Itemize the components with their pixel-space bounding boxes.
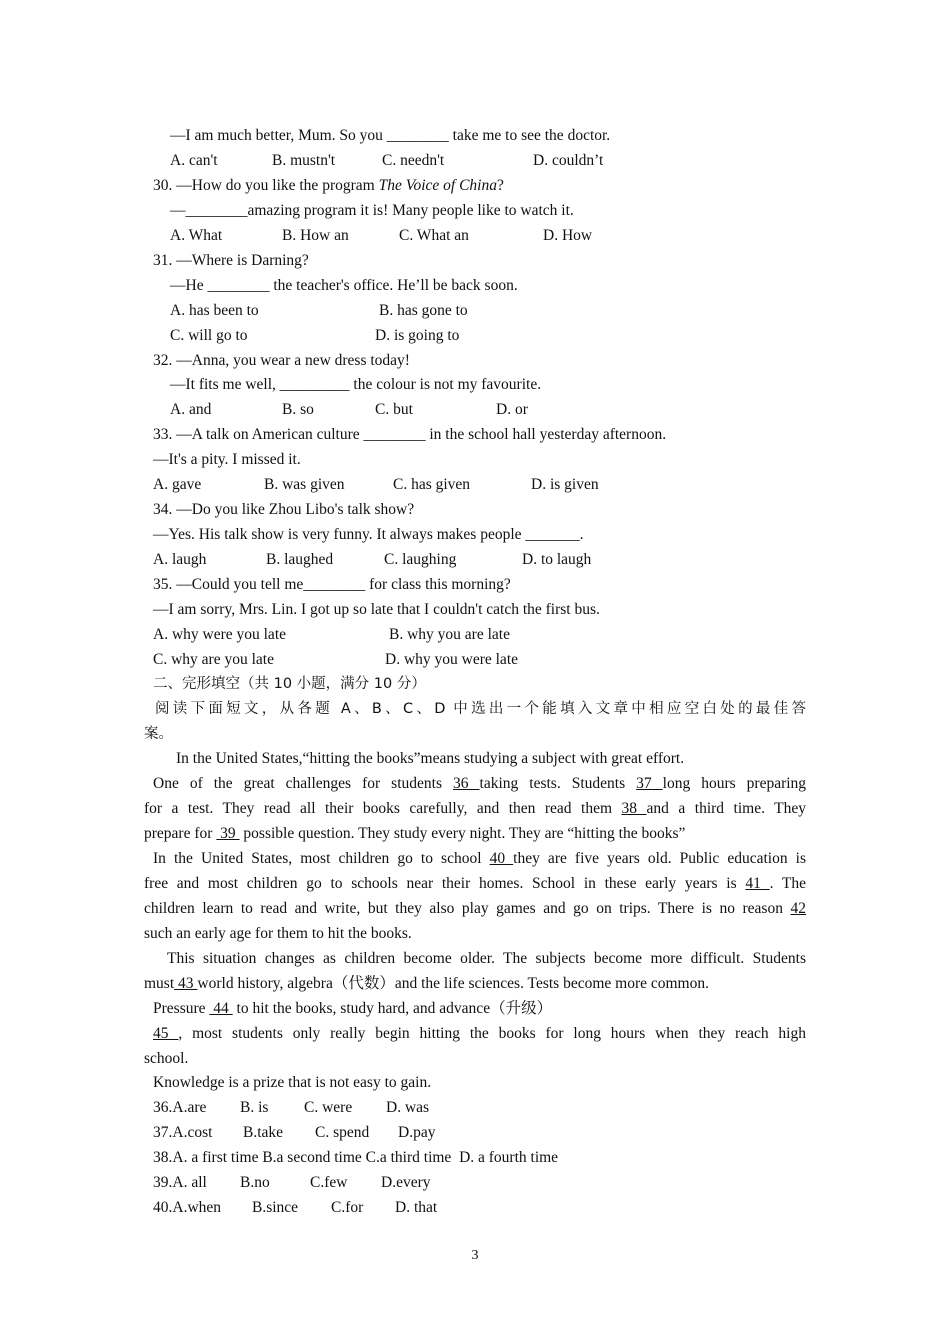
passage-text: taking tests. Students — [479, 775, 626, 792]
blank-43: 43 — [174, 975, 198, 992]
q34-option-c: C. laughing — [384, 551, 457, 568]
q31-option-d: D. is going to — [375, 327, 460, 344]
q36-option-a: 36.A.are — [153, 1099, 207, 1116]
q30-option-a: A. What — [170, 227, 223, 244]
q32-option-c: C. but — [375, 401, 413, 418]
blank-42: 42 — [790, 900, 807, 917]
q40-option-b: B.since — [252, 1199, 299, 1216]
q34-question: 34. —Do you like Zhou Libo's talk show? — [153, 501, 415, 518]
passage-text: most students only really begin hitting the books for long hours when they reach high — [192, 1025, 806, 1042]
q29-option-a: A. can't — [170, 152, 218, 169]
section-instructions-line-1: 阅读下面短文，从各题 A、B、C、D 中选出一个能填入文章中相应空白处的最佳答 — [155, 701, 806, 717]
q32-answer-line: —It fits me well, _________ the colour is not my favourite. — [170, 376, 542, 393]
q33-option-b: B. was given — [264, 476, 345, 493]
q37-option-d: D.pay — [398, 1124, 436, 1141]
passage-line-13: school. — [144, 1050, 189, 1067]
blank-37: 37 — [636, 775, 663, 792]
blank-38: 38 — [621, 800, 647, 817]
passage-text: In the United States, most children go to school — [153, 850, 482, 867]
passage-line-12 — [153, 1024, 806, 1044]
q36-option-c: C. were — [304, 1099, 353, 1116]
q30-program-title: The Voice of China — [378, 177, 497, 194]
passage-line-2 — [153, 774, 806, 794]
section-instructions-line-2: 案。 — [144, 726, 173, 742]
passage-text: Pressure — [153, 1000, 206, 1017]
q31-option-b: B. has gone to — [379, 302, 468, 319]
q33-option-d: D. is given — [531, 476, 599, 493]
q35-option-d: D. why you were late — [385, 651, 518, 668]
passage-line-10 — [144, 974, 709, 994]
q32-question: 32. —Anna, you wear a new dress today! — [153, 352, 410, 369]
q35-answer-line: —I am sorry, Mrs. Lin. I got up so late that I couldn't catch the first bus. — [153, 601, 600, 618]
passage-line-5 — [153, 849, 806, 869]
passage-text: One of the great challenges for students — [153, 775, 442, 792]
q39-option-d: D.every — [381, 1174, 431, 1191]
q38-options: 38.A. a first time B.a second time C.a third time D. a fourth time — [153, 1149, 559, 1166]
passage-line-8: such an early age for them to hit the books. — [144, 925, 412, 942]
passage-text: free and most children go to schools near their homes. School in these early years is — [144, 875, 737, 892]
q37-option-b: B.take — [243, 1124, 284, 1141]
blank-41: 41 — [745, 875, 770, 892]
passage-line-4 — [144, 824, 685, 844]
passage-line-6 — [144, 874, 806, 894]
q30-text: 30. —How do you like the program — [153, 177, 379, 194]
passage-line-9: This situation changes as children become older. The subjects become more difficult. Students — [167, 950, 806, 967]
q40-option-a: 40.A.when — [153, 1199, 222, 1216]
q31-answer-line: —He ________ the teacher's office. He’ll be back soon. — [170, 277, 518, 294]
q30-question-mark: ? — [496, 177, 504, 194]
passage-text: to hit the books, study hard, and advance（升级） — [236, 1000, 553, 1017]
blank-45: 45 — [153, 1025, 179, 1042]
q40-option-d: D. that — [395, 1199, 438, 1216]
q39-option-a: 39.A. all — [153, 1174, 207, 1191]
q39-option-c: C.few — [310, 1174, 348, 1191]
passage-text: they are five years old. Public education is — [513, 850, 807, 867]
q32-option-d: D. or — [496, 401, 528, 418]
passage-text: . The — [769, 875, 806, 892]
passage-line-3 — [144, 799, 806, 819]
passage-text: , — [178, 1025, 183, 1042]
passage-line-11 — [153, 999, 552, 1019]
passage-text: and a third time. They — [646, 800, 807, 817]
q36-option-d: D. was — [386, 1099, 430, 1116]
q40-option-c: C.for — [331, 1199, 364, 1216]
passage-text: prepare for — [144, 825, 213, 842]
q33-answer-line: —It's a pity. I missed it. — [153, 451, 301, 468]
passage-text: must — [144, 975, 175, 992]
blank-40: 40 — [489, 850, 514, 867]
q33-option-a: A. gave — [153, 476, 202, 493]
q34-option-a: A. laugh — [153, 551, 207, 568]
q29-option-c: C. needn't — [382, 152, 445, 169]
q30-option-c: C. What an — [399, 227, 469, 244]
q30-answer-line: —________amazing program it is! Many people like to watch it. — [170, 202, 574, 219]
blank-44: 44 — [209, 1000, 233, 1017]
page-number: 3 — [471, 1248, 479, 1263]
q32-option-b: B. so — [282, 401, 314, 418]
q37-option-a: 37.A.cost — [153, 1124, 213, 1141]
q29-option-d: D. couldn’t — [533, 152, 604, 169]
q35-option-a: A. why were you late — [153, 626, 286, 643]
q37-option-c: C. spend — [315, 1124, 370, 1141]
passage-text: for a test. They read all their books carefully, and then read them — [144, 800, 613, 817]
passage-text: long hours preparing — [662, 775, 807, 792]
q30-option-b: B. How an — [282, 227, 349, 244]
q30-option-d: D. How — [543, 227, 593, 244]
q34-answer-line: —Yes. His talk show is very funny. It always makes people _______. — [153, 526, 584, 543]
q31-option-a: A. has been to — [170, 302, 259, 319]
section-heading: 二、完形填空（共 10 小题，满分 10 分） — [153, 676, 426, 692]
passage-line-14: Knowledge is a prize that is not easy to gain. — [153, 1074, 432, 1091]
passage-text: children learn to read and write, but they also play games and go on trips. There is no reason — [144, 900, 783, 917]
q31-option-c: C. will go to — [170, 327, 248, 344]
q36-option-b: B. is — [240, 1099, 269, 1116]
q31-question: 31. —Where is Darning? — [153, 252, 309, 269]
passage-text: possible question. They study every night. They are “hitting the books” — [243, 825, 686, 842]
q33-question: 33. —A talk on American culture ________ in the school hall yesterday afternoon. — [153, 426, 667, 443]
q35-option-b: B. why you are late — [389, 626, 510, 643]
q29-option-b: B. mustn't — [272, 152, 336, 169]
passage-line-1: In the United States,“hitting the books”means studying a subject with great effort. — [176, 750, 685, 767]
q29-answer-line: —I am much better, Mum. So you ________ take me to see the doctor. — [170, 127, 611, 144]
passage-line-7 — [144, 899, 806, 919]
blank-39: 39 — [216, 825, 240, 842]
q35-option-c: C. why are you late — [153, 651, 274, 668]
q34-option-b: B. laughed — [266, 551, 334, 568]
q30-question — [153, 176, 504, 196]
passage-text: world history, algebra（代数）and the life sciences. Tests become more common. — [197, 975, 709, 992]
q32-option-a: A. and — [170, 401, 212, 418]
q39-option-b: B.no — [240, 1174, 270, 1191]
q35-question: 35. —Could you tell me________ for class this morning? — [153, 576, 511, 593]
q33-option-c: C. has given — [393, 476, 471, 493]
blank-36: 36 — [453, 775, 480, 792]
q34-option-d: D. to laugh — [522, 551, 592, 568]
